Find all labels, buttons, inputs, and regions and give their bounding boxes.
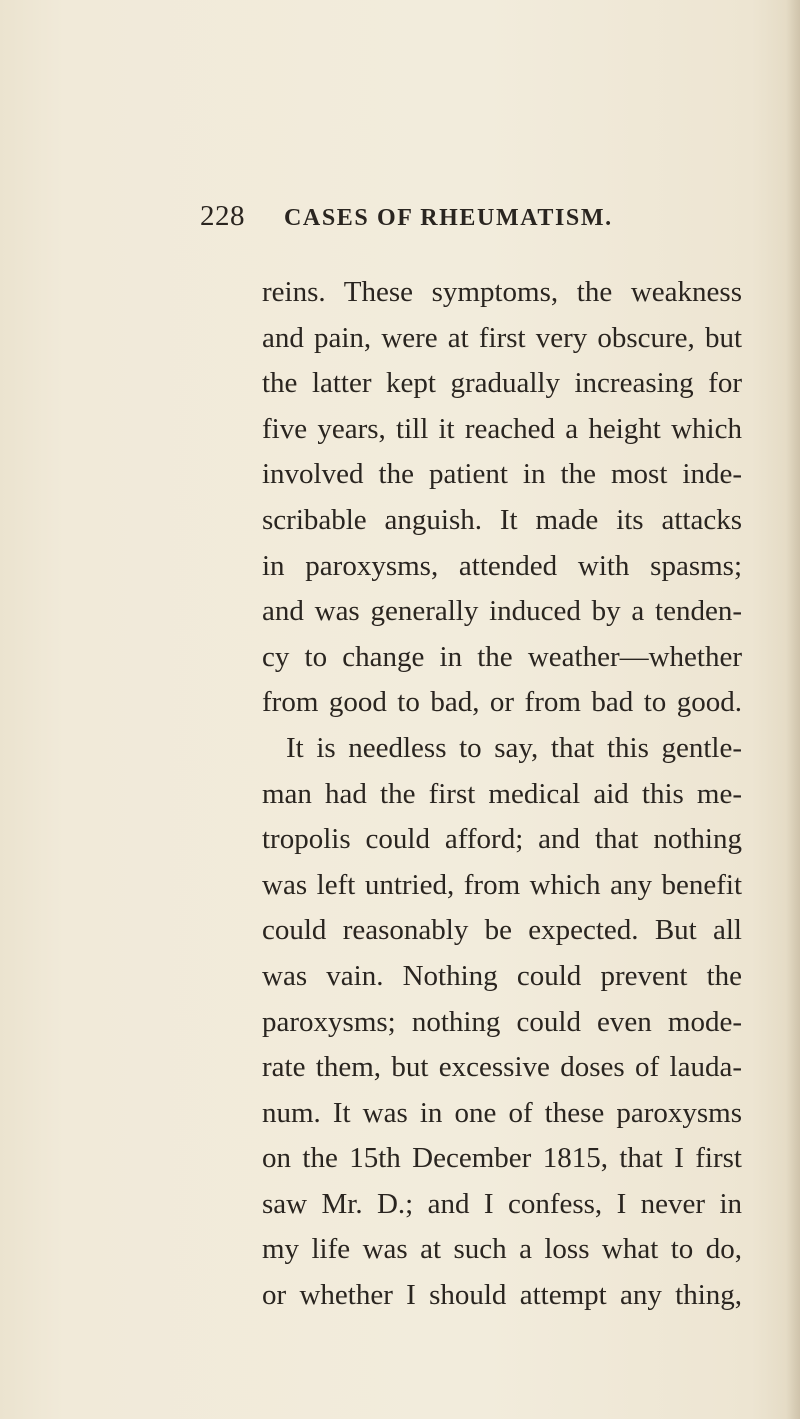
text-line: reins. These symptoms, the weakness xyxy=(262,276,742,308)
page-edge-shadow xyxy=(786,0,800,1419)
text-line-paragraph-start: It is needless to say, that this gentle- xyxy=(286,731,742,764)
text-line: and pain, were at first very obscure, but xyxy=(262,321,742,354)
page-header xyxy=(200,196,760,236)
text-line: was left untried, from which any benefit xyxy=(262,868,742,901)
text-line: or whether I should attempt any thing, xyxy=(262,1279,742,1312)
text-line: five years, till it reached a height which xyxy=(262,412,742,445)
text-line: rate them, but excessive doses of lauda- xyxy=(262,1051,742,1084)
text-line: and was generally induced by a tenden- xyxy=(262,595,742,628)
text-line: on the 15th December 1815, that I first xyxy=(262,1142,742,1175)
text-line: from good to bad, or from bad to good. xyxy=(262,686,742,719)
text-line: in paroxysms, attended with spasms; xyxy=(262,549,742,582)
text-line: could reasonably be expected. But all xyxy=(262,914,742,947)
text-line: the latter kept gradually increasing for xyxy=(262,367,742,400)
text-line: saw Mr. D.; and I confess, I never in xyxy=(262,1187,742,1220)
text-line: was vain. Nothing could prevent the xyxy=(262,959,742,992)
text-line: paroxysms; nothing could even mode- xyxy=(262,1005,742,1038)
text-line: my life was at such a loss what to do, xyxy=(262,1233,742,1266)
running-head: CASES OF RHEUMATISM. xyxy=(284,205,613,231)
body-text xyxy=(262,270,742,1319)
text-line: num. It was in one of these paroxysms xyxy=(262,1096,742,1129)
text-line: cy to change in the weather—whether xyxy=(262,640,742,673)
text-line: involved the patient in the most inde- xyxy=(262,458,742,491)
text-line: scribable anguish. It made its attacks xyxy=(262,503,742,536)
text-line: man had the first medical aid this me- xyxy=(262,777,742,810)
text-line: tropolis could afford; and that nothing xyxy=(262,823,742,856)
page-number: 228 xyxy=(200,200,245,232)
